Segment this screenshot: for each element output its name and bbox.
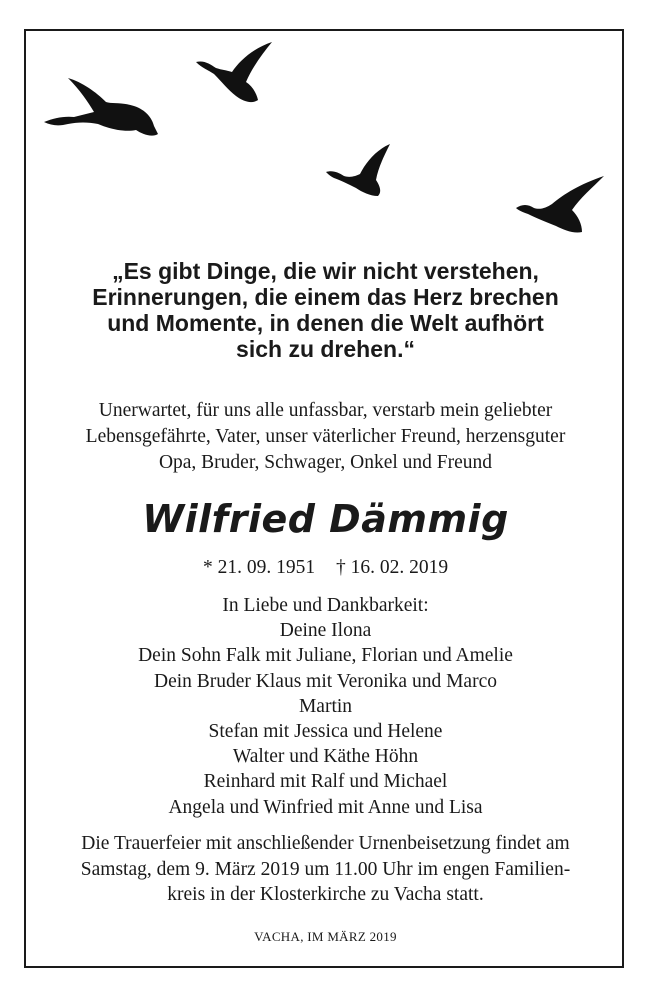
- ceremony-line: kreis in der Klosterkirche zu Vacha statt.: [167, 884, 484, 905]
- ceremony-info: [26, 831, 625, 908]
- goose-silhouette-icon: [42, 72, 162, 144]
- mourner-line: Dein Bruder Klaus mit Veronika und Marco: [154, 670, 497, 692]
- birth-date: * 21. 09. 1951: [202, 557, 316, 578]
- death-date: † 16. 02. 2019: [335, 557, 449, 578]
- mourner-line: Walter und Käthe Höhn: [232, 746, 419, 768]
- quote-line: und Momente, in denen die Welt aufhört: [107, 310, 544, 336]
- mourner-line: Deine Ilona: [279, 620, 372, 642]
- birds-illustration: [0, 0, 651, 250]
- mourner-line: Dein Sohn Falk mit Juliane, Florian und Amelie: [138, 645, 513, 667]
- place-and-date: VACHA, IM MÄRZ 2019: [254, 929, 397, 944]
- intro-text: [26, 398, 625, 476]
- intro-line: Opa, Bruder, Schwager, Onkel und Freund: [158, 452, 493, 473]
- mourner-line: Angela und Winfried mit Anne und Lisa: [168, 796, 483, 818]
- deceased-name: Wilfried Dämmig: [142, 497, 509, 541]
- mourners-heading: In Liebe und Dankbarkeit:: [222, 595, 429, 616]
- quote-line: „Es gibt Dinge, die wir nicht verstehen,: [112, 258, 539, 284]
- intro-line: Lebensgefährte, Vater, unser väterlicher Freund, herzensguter: [85, 426, 566, 447]
- quote-line: Erinnerungen, die einem das Herz brechen: [92, 284, 559, 310]
- intro-line: Unerwartet, für uns alle unfassbar, verstarb mein geliebter: [98, 400, 553, 421]
- ceremony-line: Die Trauerfeier mit anschließender Urnenbeisetzung findet am: [81, 833, 570, 854]
- quote-line: sich zu drehen.“: [236, 336, 415, 362]
- mourner-line: Stefan mit Jessica und Helene: [208, 721, 443, 743]
- mourners-list: [26, 593, 625, 820]
- mourner-line: Martin: [298, 695, 353, 717]
- goose-silhouette-icon: [516, 176, 608, 234]
- mourner-line: Reinhard mit Ralf und Michael: [203, 771, 448, 793]
- life-dates: [26, 555, 625, 581]
- goose-silhouette-icon: [196, 40, 278, 106]
- goose-silhouette-icon: [326, 142, 394, 198]
- ceremony-line: Samstag, dem 9. März 2019 um 11.00 Uhr im engen Familien-: [80, 858, 571, 880]
- quote-block: [26, 258, 625, 362]
